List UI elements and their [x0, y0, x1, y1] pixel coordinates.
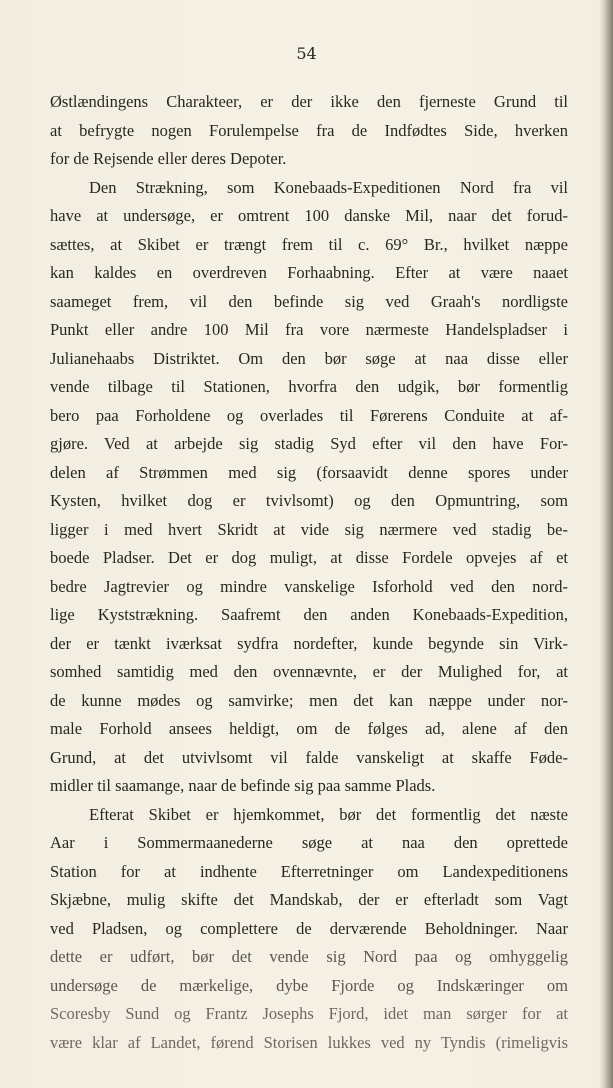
text-line: lige Kyststrækning. Saafremt den anden Konebaads-Expedition, [50, 605, 568, 624]
text-line: de kunne mødes og samvirke; men det kan næppe under nor- [50, 690, 568, 710]
text-line: delen af Strømmen med sig (forsaavidt denne spores under [50, 462, 568, 482]
text-line: Punkt eller andre 100 Mil fra vore nærmeste Handelspladser i [50, 320, 568, 339]
text-line: der er tænkt iværksat sydfra nordefter, kunde begynde sin Virk- [50, 633, 568, 653]
text-line: være klar af Landet, førend Storisen lukkes ved ny Tyndis (rimeligvis [50, 1032, 568, 1052]
text-line: vende tilbage til Stationen, hvorfra den udgik, bør formentlig [50, 377, 568, 396]
text-line: bero paa Forholdene og overlades til Førerens Conduite at af- [50, 405, 568, 425]
text-line: for de Rejsende eller deres Depoter. [50, 149, 287, 168]
text-line: Julianehaabs Distriktet. Om den bør søge at naa disse eller [50, 348, 568, 368]
text-line: undersøge de mærkelige, dybe Fjorde og Indskæringer om [50, 975, 568, 995]
text-line: dette er udført, bør det vende sig Nord paa og omhyggelig [50, 947, 568, 966]
page-number: 54 [296, 44, 317, 63]
text-line: sættes, at Skibet er trængt frem til c. 69° Br., hvilket næppe [50, 234, 568, 254]
text-line: somhed samtidig med den ovennævnte, er der Mulighed for, at [50, 662, 568, 681]
text-line: kan kaldes en overdreven Forhaabning. Efter at være naaet [50, 263, 568, 282]
text-line: Den Strækning, som Konebaads-Expeditionen Nord fra vil [89, 177, 568, 197]
text-line: midler til saamange, naar de befinde sig paa samme Plads. [50, 776, 436, 795]
text-line: Aar i Sommermaanederne søge at naa den oprettede [50, 833, 568, 852]
text-line: Kysten, hvilket dog er tvivlsomt) og den Opmuntring, som [50, 491, 568, 510]
text-line: Station for at indhente Efterretninger om Landexpeditionens [50, 861, 568, 881]
text-line: Scoresby Sund og Frantz Josephs Fjord, idet man sørger for at [50, 1004, 568, 1023]
text-line: Skjæbne, mulig skifte det Mandskab, der er efterladt som Vagt [50, 890, 568, 909]
page-edge-shadow [599, 0, 613, 1088]
text-line: male Forhold ansees heldigt, om de følges ad, alene af den [50, 719, 568, 738]
text-line: gjøre. Ved at arbejde sig stadig Syd efter vil den have For- [50, 434, 568, 453]
text-line: Efterat Skibet er hjemkommet, bør det formentlig det næste [89, 804, 568, 824]
text-line: Grund, at det utvivlsomt vil falde vanskeligt at skaffe Føde- [50, 747, 568, 767]
text-line: ved Pladsen, og complettere de derværende Beholdninger. Naar [50, 918, 568, 938]
text-line: Østlændingens Charakteer, er der ikke den fjerneste Grund til [50, 92, 568, 111]
body-text [50, 88, 568, 1057]
text-line: at befrygte nogen Forulempelse fra de Indfødtes Side, hverken [50, 120, 568, 140]
text-line: boede Pladser. Det er dog muligt, at disse Fordele opvejes af et [50, 548, 568, 567]
text-line: saameget frem, vil den befinde sig ved Graah's nordligste [50, 291, 568, 311]
text-line: have at undersøge, er omtrent 100 danske Mil, naar det forud- [50, 206, 568, 225]
text-line: bedre Jagtrevier og mindre vanskelige Isforhold ved den nord- [50, 576, 568, 596]
text-line: ligger i med hvert Skridt at vide sig nærmere ved stadig be- [50, 519, 568, 539]
